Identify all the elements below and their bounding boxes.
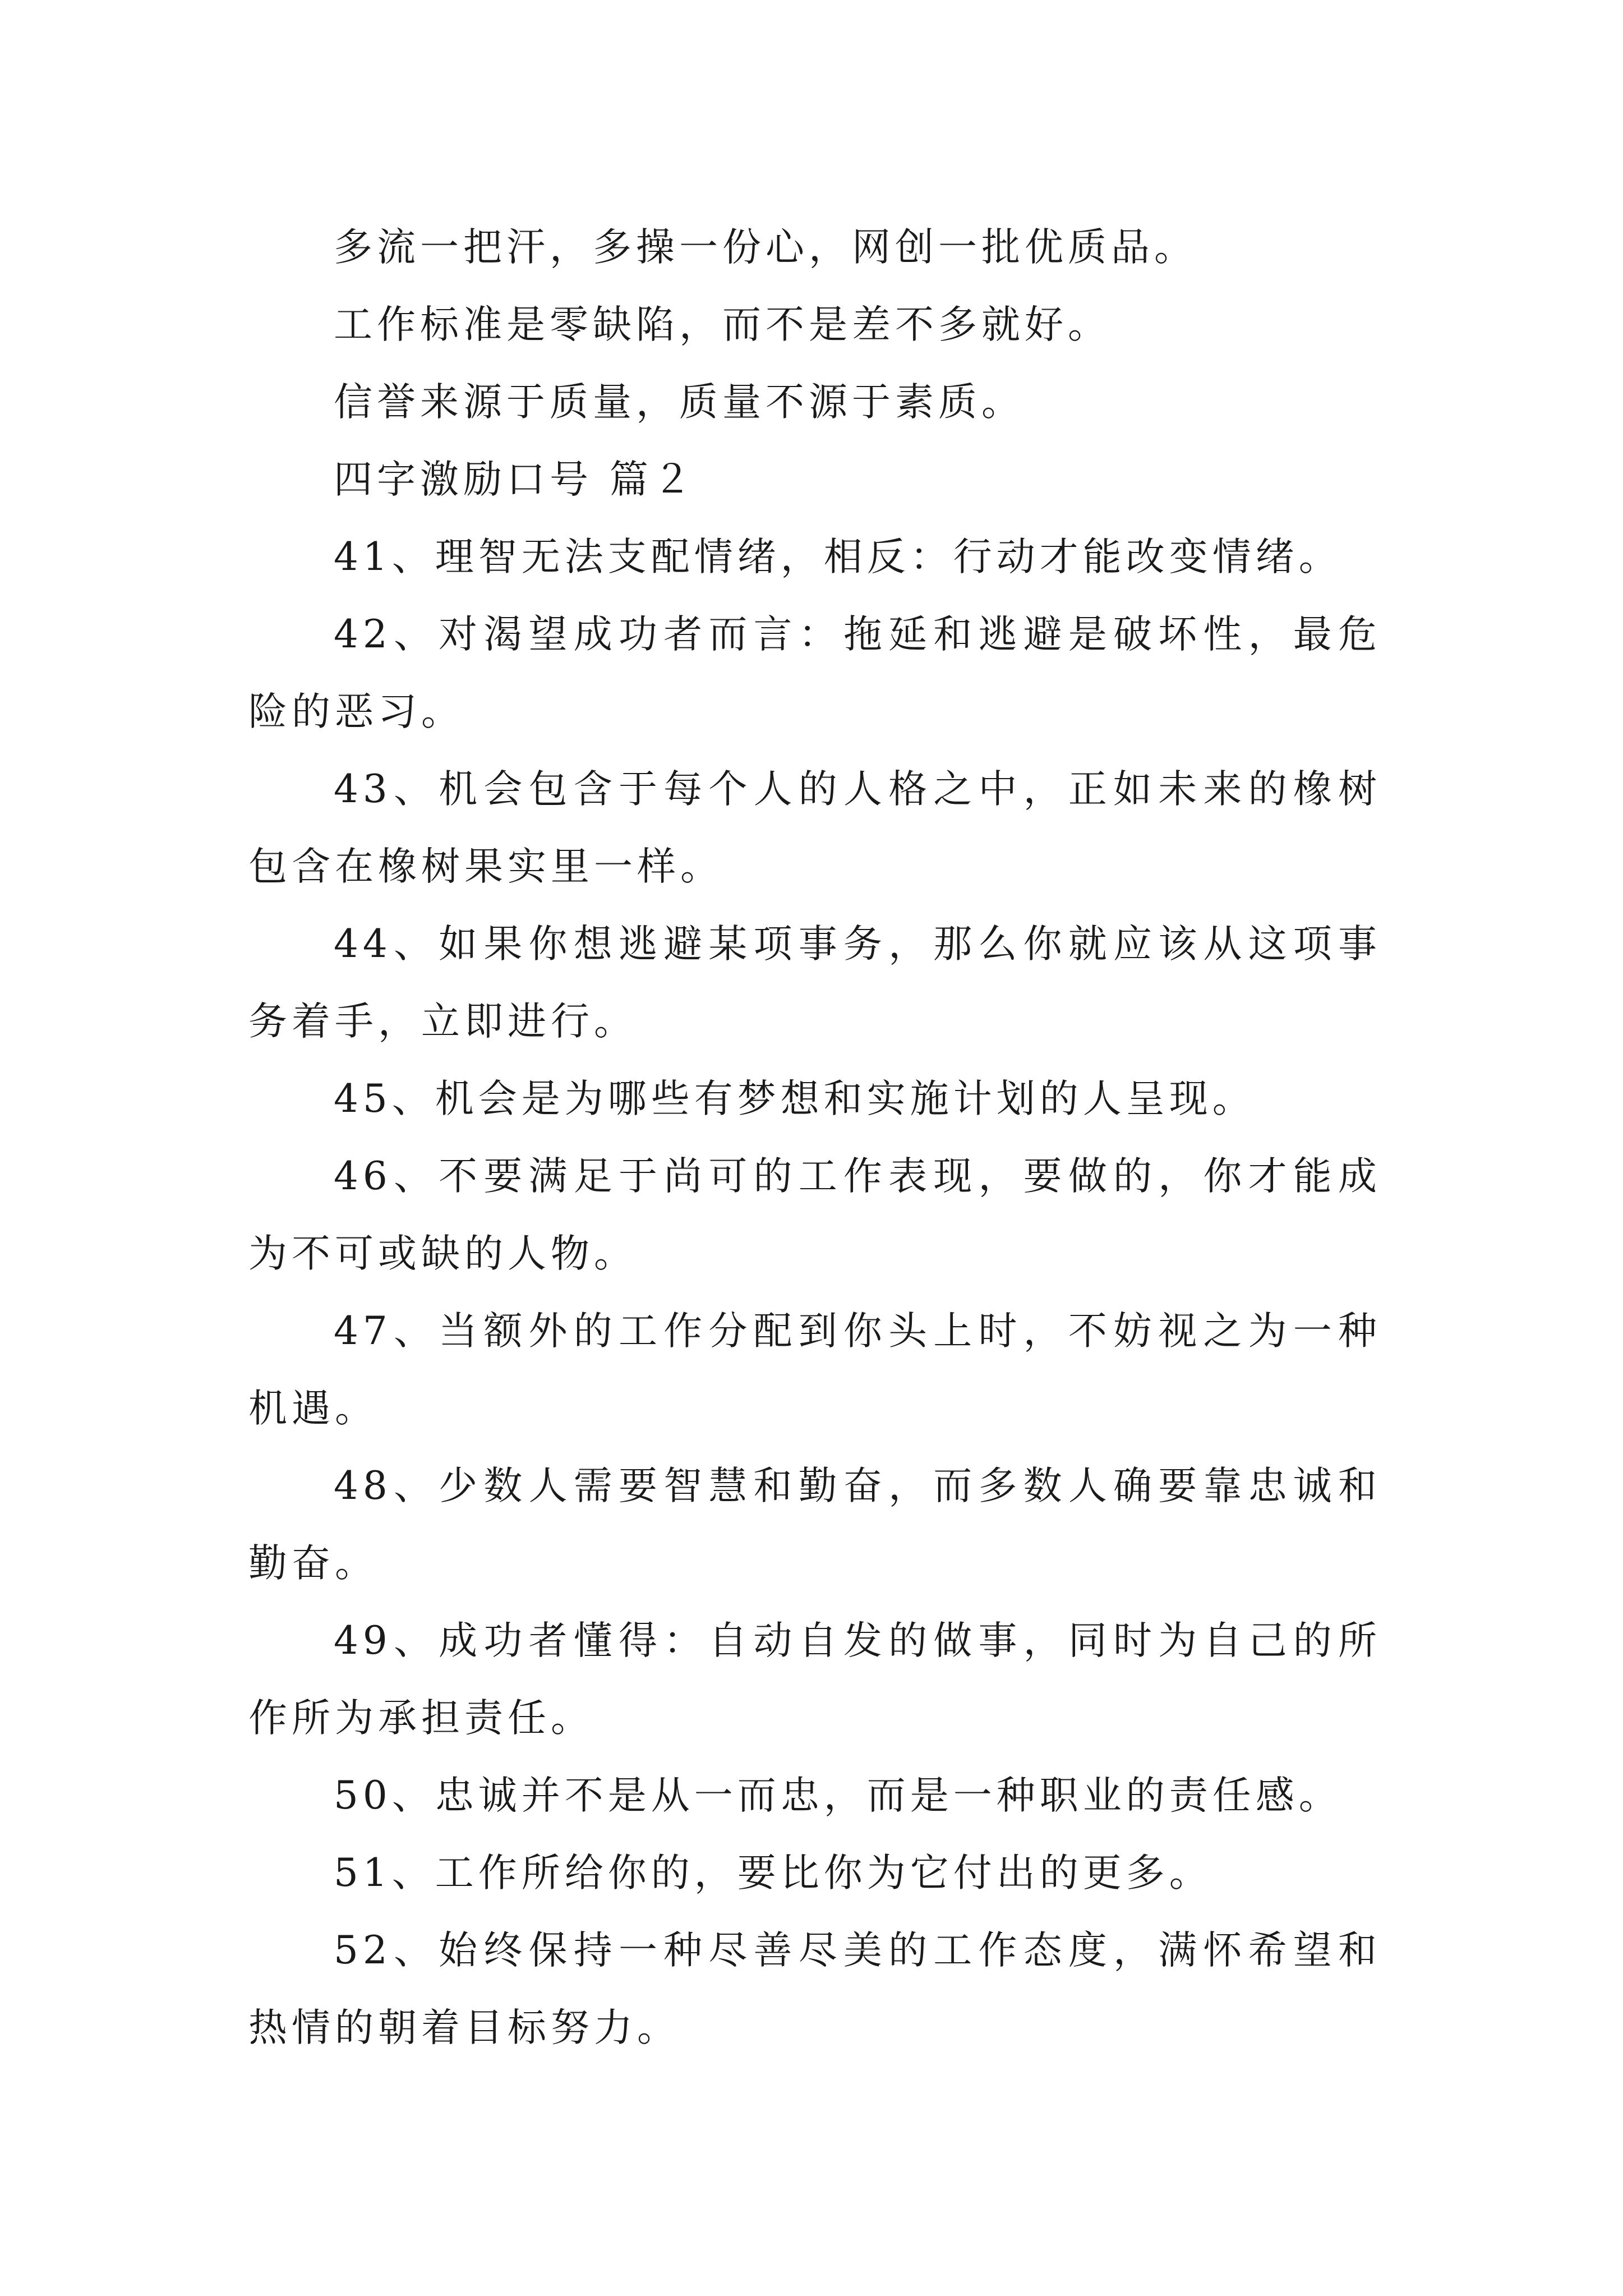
paragraph: 45、机会是为哪些有梦想和实施计划的人呈现。 <box>334 1076 1256 1121</box>
paragraph: 51、工作所给你的，要比你为它付出的更多。 <box>334 1851 1212 1895</box>
paragraph: 44、如果你想逃避某项事务，那么你就应该从这项事务着手，立即进行。 <box>248 922 1381 1044</box>
paragraph: 47、当额外的工作分配到你头上时，不妨视之为一种机遇。 <box>248 1309 1381 1431</box>
paragraph: 信誉来源于质量，质量不源于素质。 <box>334 380 1025 425</box>
paragraph: 多流一把汗，多操一份心，网创一批优质品。 <box>334 225 1197 270</box>
paragraph: 工作标准是零缺陷，而不是差不多就好。 <box>334 302 1111 347</box>
paragraph: 49、成功者懂得：自动自发的做事，同时为自己的所作所为承担责任。 <box>248 1618 1381 1741</box>
paragraph: 42、对渴望成功者而言：拖延和逃避是破坏性，最危险的恶习。 <box>248 612 1381 734</box>
paragraph: 46、不要满足于尚可的工作表现，要做的，你才能成为不可或缺的人物。 <box>248 1154 1381 1276</box>
paragraph: 50、忠诚并不是从一而忠，而是一种职业的责任感。 <box>334 1773 1342 1818</box>
paragraph: 43、机会包含于每个人的人格之中，正如未来的橡树包含在橡树果实里一样。 <box>248 767 1381 889</box>
paragraph: 41、理智无法支配情绪，相反：行动才能改变情绪。 <box>334 535 1342 579</box>
document-body <box>248 209 1381 2067</box>
paragraph: 48、少数人需要智慧和勤奋，而多数人确要靠忠诚和勤奋。 <box>248 1464 1381 1586</box>
paragraph: 52、始终保持一种尽善尽美的工作态度，满怀希望和热情的朝着目标努力。 <box>248 1928 1381 2050</box>
section-heading: 四字激励口号 篇２ <box>334 457 696 502</box>
